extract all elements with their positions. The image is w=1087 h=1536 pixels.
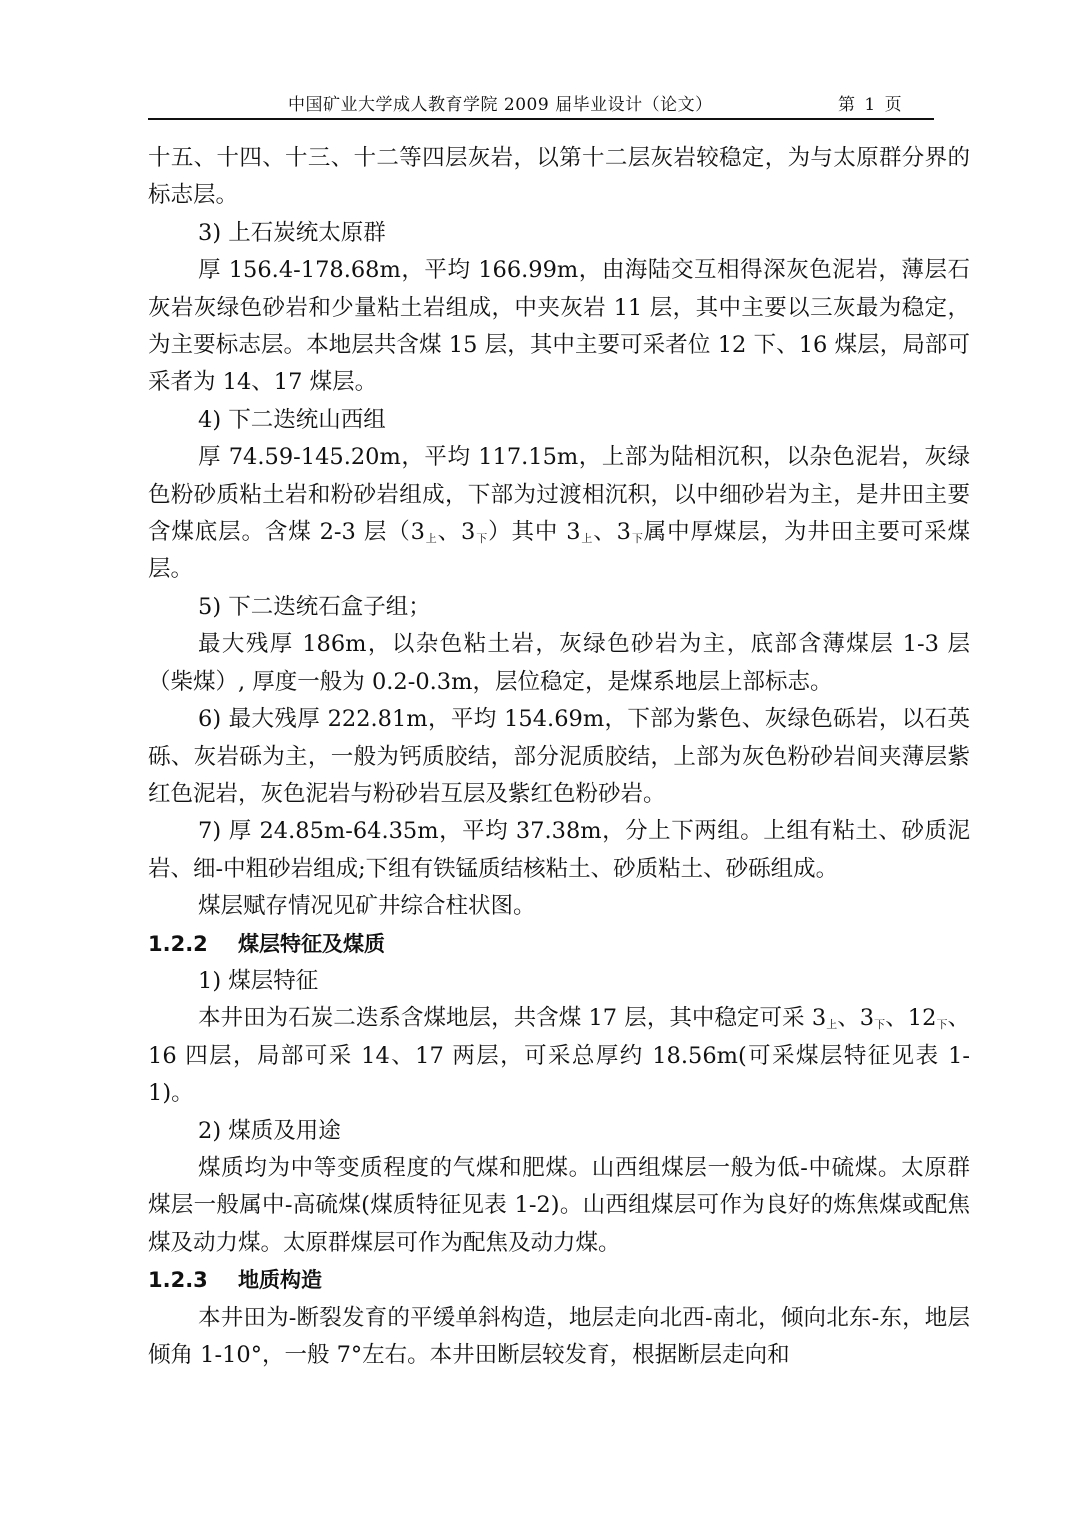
paragraph-limestone-layers: 十五、十四、十三、十二等四层灰岩，以第十二层灰岩较稳定，为与太原群分界的标志层。	[148, 145, 970, 209]
subscript: 下	[874, 1018, 886, 1032]
text-run: 厚 74.59-145.20m，平均 117.15m，上部为陆相沉积，以杂色泥岩，灰绿色粉砂质粘土岩和粉砂岩组成，下部为过渡相沉积，以中细砂岩为主，是井田主要含煤底层。含煤 2-3 层（3	[148, 444, 970, 546]
page-number: 第 1 页	[838, 95, 902, 115]
paragraph-coal-quality: 煤质均为中等变质程度的气煤和肥煤。山西组煤层一般为低-中硫煤。太原群煤层一般属中-高硫煤(煤质特征见表 1-2)。山西组煤层可作为良好的炼焦煤或配焦煤及动力煤。太原群煤层可作为配焦及动力煤。	[148, 1154, 970, 1256]
paragraph-shanxi-formation	[148, 439, 970, 589]
text-run: 、3	[593, 519, 631, 546]
paragraph-item-6: 6) 最大残厚 222.81m，平均 154.69m，下部为紫色、灰绿色砾岩，以石英砾、灰岩砾为主，一般为钙质胶结，部分泥质胶结，上部为灰色粉砂岩间夹薄层紫红色泥岩，灰色泥岩与粉砂岩互层及紫红色粉砂岩。	[148, 706, 970, 807]
section-title: 煤层特征及煤质	[238, 931, 385, 956]
text-run: 属中厚煤层，为井田主要可采煤层。	[148, 519, 971, 583]
text-run: ）其中 3	[488, 519, 581, 546]
text-run: 本井田为石炭二迭系含煤地层，共含煤 17 层，其中稳定可采 3	[198, 1005, 827, 1032]
document-body	[148, 140, 970, 1374]
text-run: 、12	[885, 1005, 937, 1032]
subscript: 下	[630, 532, 644, 546]
paragraph-item-7: 7) 厚 24.85m-64.35m，平均 37.38m，分上下两组。上组有粘土、砂质泥岩、细-中粗砂岩组成;下组有铁锰质结核粘土、砂质粘土、砂砾组成。	[148, 818, 970, 882]
subscript: 下	[475, 532, 489, 546]
item-shanxi-formation: 4) 下二迭统山西组	[198, 406, 386, 433]
section-title: 地质构造	[238, 1268, 322, 1293]
text-run: 、3	[437, 519, 476, 546]
subscript: 上	[580, 532, 594, 546]
text-run: 、3	[837, 1005, 875, 1032]
header-title: 中国矿业大学成人教育学院 2009 届毕业设计（论文）	[288, 95, 713, 115]
subscript: 上	[424, 532, 438, 546]
section-heading-1-2-3	[148, 1262, 970, 1299]
item-seam-features: 1) 煤层特征	[198, 967, 319, 994]
paragraph-shihezi-formation: 最大残厚 186m，以杂色粘土岩，灰绿色砂岩为主，底部含薄煤层 1-3 层（柴煤）, 厚度一般为 0.2-0.3m，层位稳定，是煤系地层上部标志。	[148, 631, 970, 695]
subscript: 上	[826, 1018, 838, 1032]
section-number: 1.2.2	[148, 931, 208, 956]
section-heading-1-2-2	[148, 926, 970, 963]
paragraph-seam-features	[148, 1000, 970, 1112]
paragraph-geologic-structure: 本井田为-断裂发育的平缓单斜构造，地层走向北西-南北，倾向北东-东，地层倾角 1-10°，一般 7°左右。本井田断层较发育，根据断层走向和	[148, 1304, 970, 1368]
section-number: 1.2.3	[148, 1268, 208, 1293]
item-taiyuan-group: 3) 上石炭统太原群	[198, 219, 386, 246]
paragraph-column-note: 煤层赋存情况见矿井综合柱状图。	[198, 893, 536, 920]
paragraph-taiyuan-group: 厚 156.4-178.68m，平均 166.99m，由海陆交互相得深灰色泥岩，薄层石灰岩灰绿色砂岩和少量粘土岩组成，中夹灰岩 11 层，其中主要以三灰最为稳定，为主要标志层。本地层共含煤 15 层，其中主要可采者位 12 下、16 煤层，局部可采者为 14、17 煤层。	[148, 257, 970, 396]
page-header	[148, 88, 934, 120]
item-coal-quality: 2) 煤质及用途	[198, 1117, 341, 1144]
subscript: 下	[936, 1018, 948, 1032]
text-run: 、16 四层，局部可采 14、17 两层，可采总厚约 18.56m(可采煤层特征见表 1-1)。	[148, 1005, 971, 1107]
item-shihezi-formation: 5) 下二迭统石盒子组；	[198, 593, 431, 620]
